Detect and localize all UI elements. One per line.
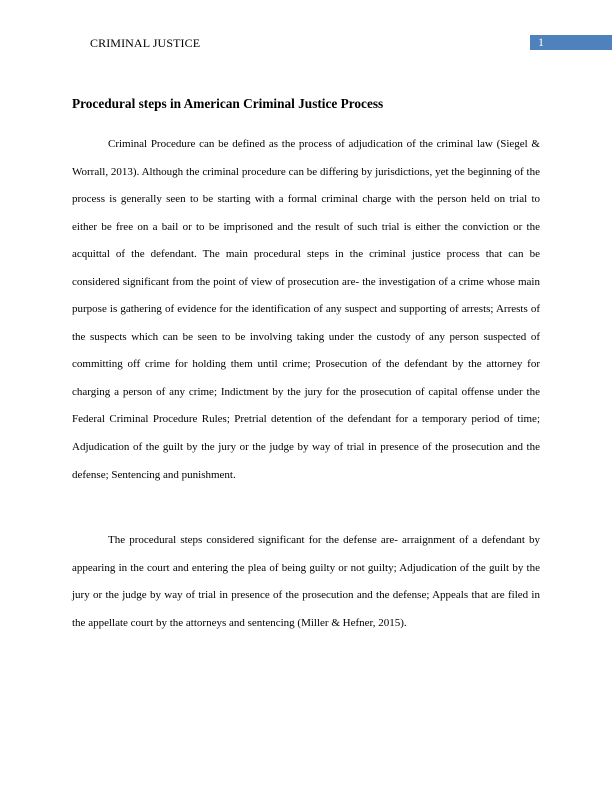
page-number: 1 [530,35,612,50]
body-paragraph-2: The procedural steps considered significant for the defense are- arraignment of a defendant by appearing in the court and entering the plea of being guilty or not guilty; Adjudication of the guilt by the jury or the judge by way of trial in presence of the prosecution and the defense; Appeals that are filed in the appellate court by the attorneys and sentencing (Miller & Hefner, 2015). [72,534,540,629]
running-head: CRIMINAL JUSTICE [90,36,201,50]
body-paragraph-1: Criminal Procedure can be defined as the process of adjudication of the criminal law (Siegel & Worrall, 2013). Although the criminal procedure can be differing by jurisdictions, yet the beginning of the process is generally seen to be starting with a formal criminal charge with the person held on trial to either be free on a bail or to be imprisoned and the result of such trial is either the conviction or the acquittal of the defendant. The main procedural steps in the criminal justice process that can be considered significant from the point of view of prosecution are- the investigation of a crime whose main purpose is gathering of evidence for the identification of any suspect and supporting of arrests; Arrests of the suspects which can be seen to be involving taking under the custody of any person suspected of committing off crime for holding them until crime; Prosecution of the defendant by the attorney for charging a person of any crime; Indictment by the jury for the prosecution of capital offense under the Federal Criminal Procedure Rules; Pretrial detention of the defendant for a temporary period of time; Adjudication of the guilt by the jury or the judge by way of trial in presence of the prosecution and the defense; Sentencing and punishment. [72,138,540,481]
document-title: Procedural steps in American Criminal Justice Process [72,96,384,111]
